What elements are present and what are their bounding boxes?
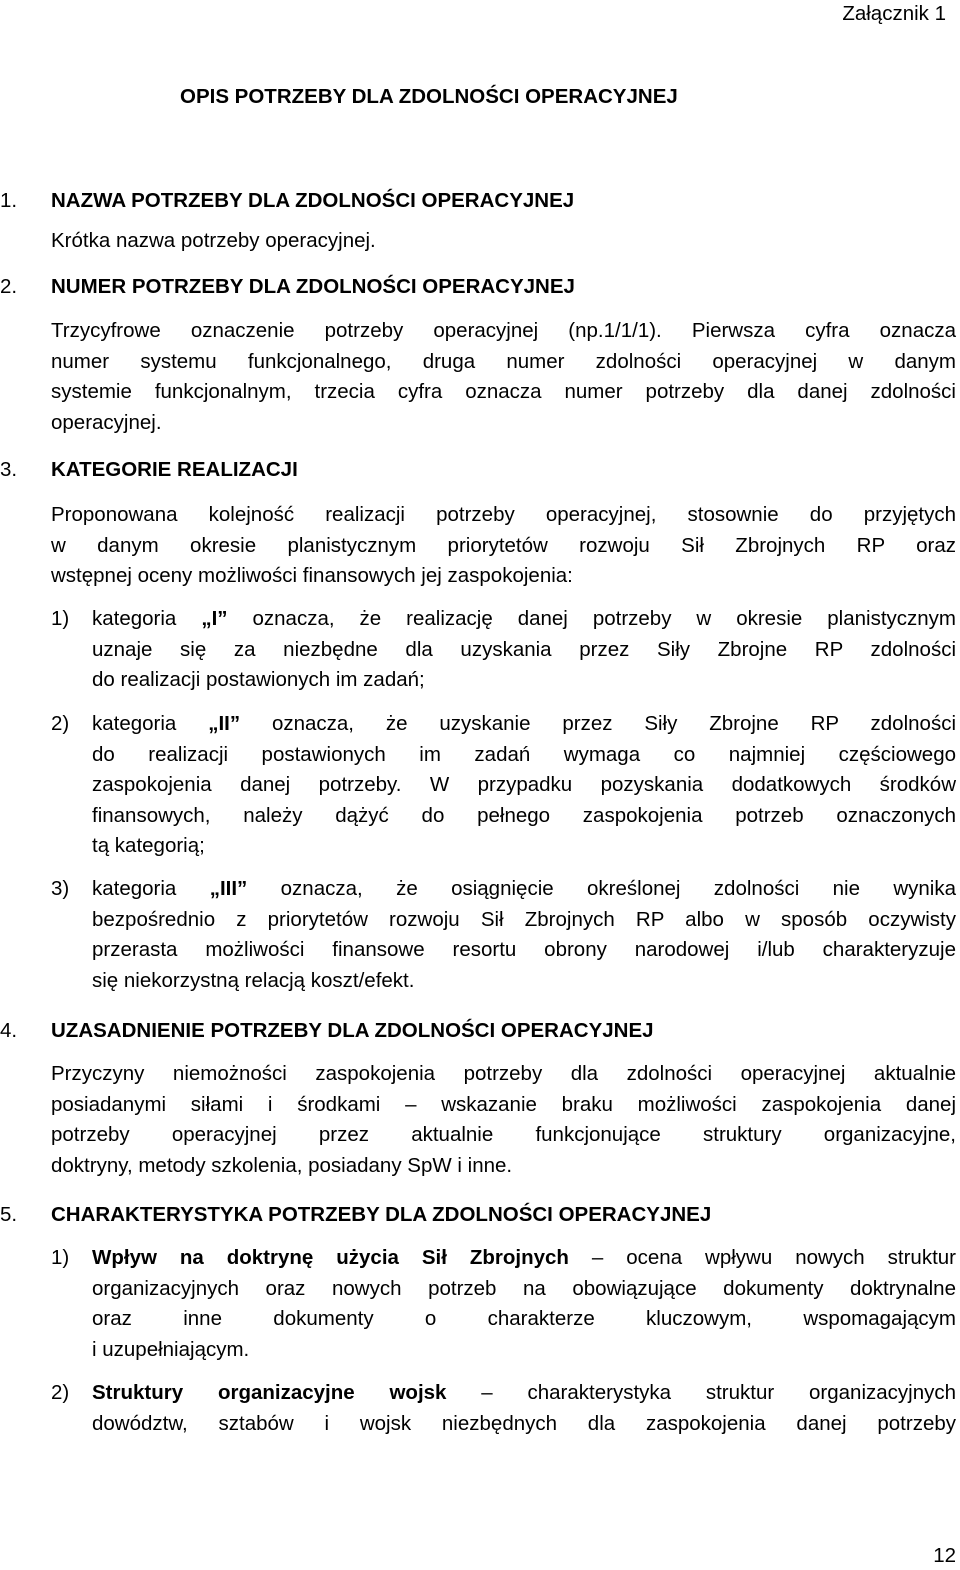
paragraph-line: przerasta możliwości finansowe resortu obrony narodowej i/lub charakteryzuje — [92, 938, 956, 961]
section-3-text — [51, 500, 956, 592]
page-number: 12 — [933, 1544, 956, 1567]
section-2-text — [51, 316, 956, 438]
paragraph-line: dowództw, sztabów i wojsk niezbędnych dla zaspokojenia danej potrzeby — [92, 1411, 956, 1435]
paragraph-line: systemie funkcjonalnym, trzecia cyfra oznacza numer potrzeby dla danej zdolności — [51, 380, 956, 403]
paragraph-line: bezpośrednio z priorytetów rozwoju Sił Zbrojnych RP albo w sposób oczywisty — [92, 907, 956, 931]
section-heading: NUMER POTRZEBY DLA ZDOLNOŚCI OPERACYJNEJ — [51, 275, 575, 298]
paragraph-line — [92, 604, 956, 635]
item-text: oznacza, że osiągnięcie określonej zdolności nie wynika — [247, 877, 957, 900]
paragraph-line: Przyczyny niemożności zaspokojenia potrzeby dla zdolności operacyjnej aktualnie — [51, 1062, 956, 1085]
paragraph-line: numer systemu funkcjonalnego, druga numer zdolności operacyjnej w danym — [51, 349, 956, 373]
category-label: „III” — [209, 877, 248, 900]
list-number: 1) — [51, 607, 70, 630]
list-number: 2) — [51, 712, 70, 735]
category-label: „II” — [208, 712, 241, 735]
section-heading: UZASADNIENIE POTRZEBY DLA ZDOLNOŚCI OPERACYJNEJ — [51, 1019, 654, 1042]
paragraph-line — [92, 709, 956, 740]
list-number: 3) — [51, 877, 70, 900]
section-number: 3. — [0, 458, 18, 481]
paragraph-line: tą kategorią; — [92, 834, 205, 857]
paragraph-line: Krótka nazwa potrzeby operacyjnej. — [51, 229, 376, 252]
document-title: OPIS POTRZEBY DLA ZDOLNOŚCI OPERACYJNEJ — [180, 85, 678, 108]
paragraph-line: uznaje się za niezbędne dla uzyskania przez Siły Zbrojne RP zdolności — [92, 637, 956, 661]
paragraph-line: Proponowana kolejność realizacji potrzeby operacyjnej, stosownie do przyjętych — [51, 503, 956, 526]
section-heading: CHARAKTERYSTYKA POTRZEBY DLA ZDOLNOŚCI OPERACYJNEJ — [51, 1203, 712, 1226]
paragraph-line — [92, 1378, 956, 1409]
paragraph-line: zaspokojenia danej potrzeby. W przypadku pozyskania dodatkowych środków — [92, 773, 956, 796]
paragraph-line: do realizacji postawionych im zadań wymaga co najmniej częściowego — [92, 742, 956, 766]
paragraph-line: w danym okresie planistycznym priorytetów rozwoju Sił Zbrojnych RP oraz — [51, 533, 956, 557]
paragraph-line — [92, 874, 956, 905]
paragraph-line: Trzycyfrowe oznaczenie potrzeby operacyjnej (np.1/1/1). Pierwsza cyfra oznacza — [51, 319, 956, 342]
item-prefix: kategoria — [92, 607, 202, 630]
attachment-label: Załącznik 1 — [842, 2, 946, 25]
paragraph-line: potrzeby operacyjnej przez aktualnie funkcjonujące struktury organizacyjne, — [51, 1123, 956, 1146]
paragraph-line: się niekorzystną relacją koszt/efekt. — [92, 968, 415, 992]
section-number: 5. — [0, 1203, 18, 1226]
item-text: – ocena wpływu nowych struktur — [568, 1246, 956, 1269]
list-number: 1) — [51, 1246, 70, 1269]
category-label: „I” — [201, 607, 228, 630]
paragraph-line: operacyjnej. — [51, 410, 162, 434]
section-number: 2. — [0, 275, 18, 298]
paragraph-line: do realizacji postawionych im zadań; — [92, 668, 425, 691]
item-bold-lead: Wpływ na doktrynę użycia Sił Zbrojnych — [92, 1246, 569, 1269]
item-text: – charakterystyka struktur organizacyjnych — [446, 1381, 957, 1404]
item-text: oznacza, że uzyskanie przez Siły Zbrojne RP zdolności — [240, 712, 956, 735]
section-heading: NAZWA POTRZEBY DLA ZDOLNOŚCI OPERACYJNEJ — [51, 189, 575, 212]
list-number: 2) — [51, 1381, 70, 1404]
section-number: 1. — [0, 189, 18, 212]
paragraph-line: organizacyjnych oraz nowych potrzeb na obowiązujące dokumenty doktrynalne — [92, 1276, 956, 1300]
item-bold-lead: Struktury organizacyjne wojsk — [92, 1381, 447, 1404]
section-number: 4. — [0, 1019, 18, 1042]
section-1-text — [51, 226, 956, 257]
section-heading: KATEGORIE REALIZACJI — [51, 458, 298, 481]
paragraph-line: finansowych, należy dążyć do pełnego zaspokojenia potrzeb oznaczonych — [92, 803, 956, 827]
paragraph-line — [92, 1243, 956, 1274]
paragraph-line: posiadanymi siłami i środkami – wskazanie braku możliwości zaspokojenia danej — [51, 1092, 956, 1116]
item-prefix: kategoria — [92, 712, 209, 735]
item-prefix: kategoria — [92, 877, 210, 900]
paragraph-line: doktryny, metody szkolenia, posiadany SpW i inne. — [51, 1153, 513, 1177]
paragraph-line: oraz inne dokumenty o charakterze kluczowym, wspomagającym — [92, 1307, 956, 1330]
section-4-text — [51, 1059, 956, 1181]
paragraph-line: i uzupełniającym. — [92, 1337, 250, 1361]
paragraph-line: wstępnej oceny możliwości finansowych jej zaspokojenia: — [51, 564, 573, 587]
item-text: oznacza, że realizację danej potrzeby w okresie planistycznym — [227, 607, 956, 630]
